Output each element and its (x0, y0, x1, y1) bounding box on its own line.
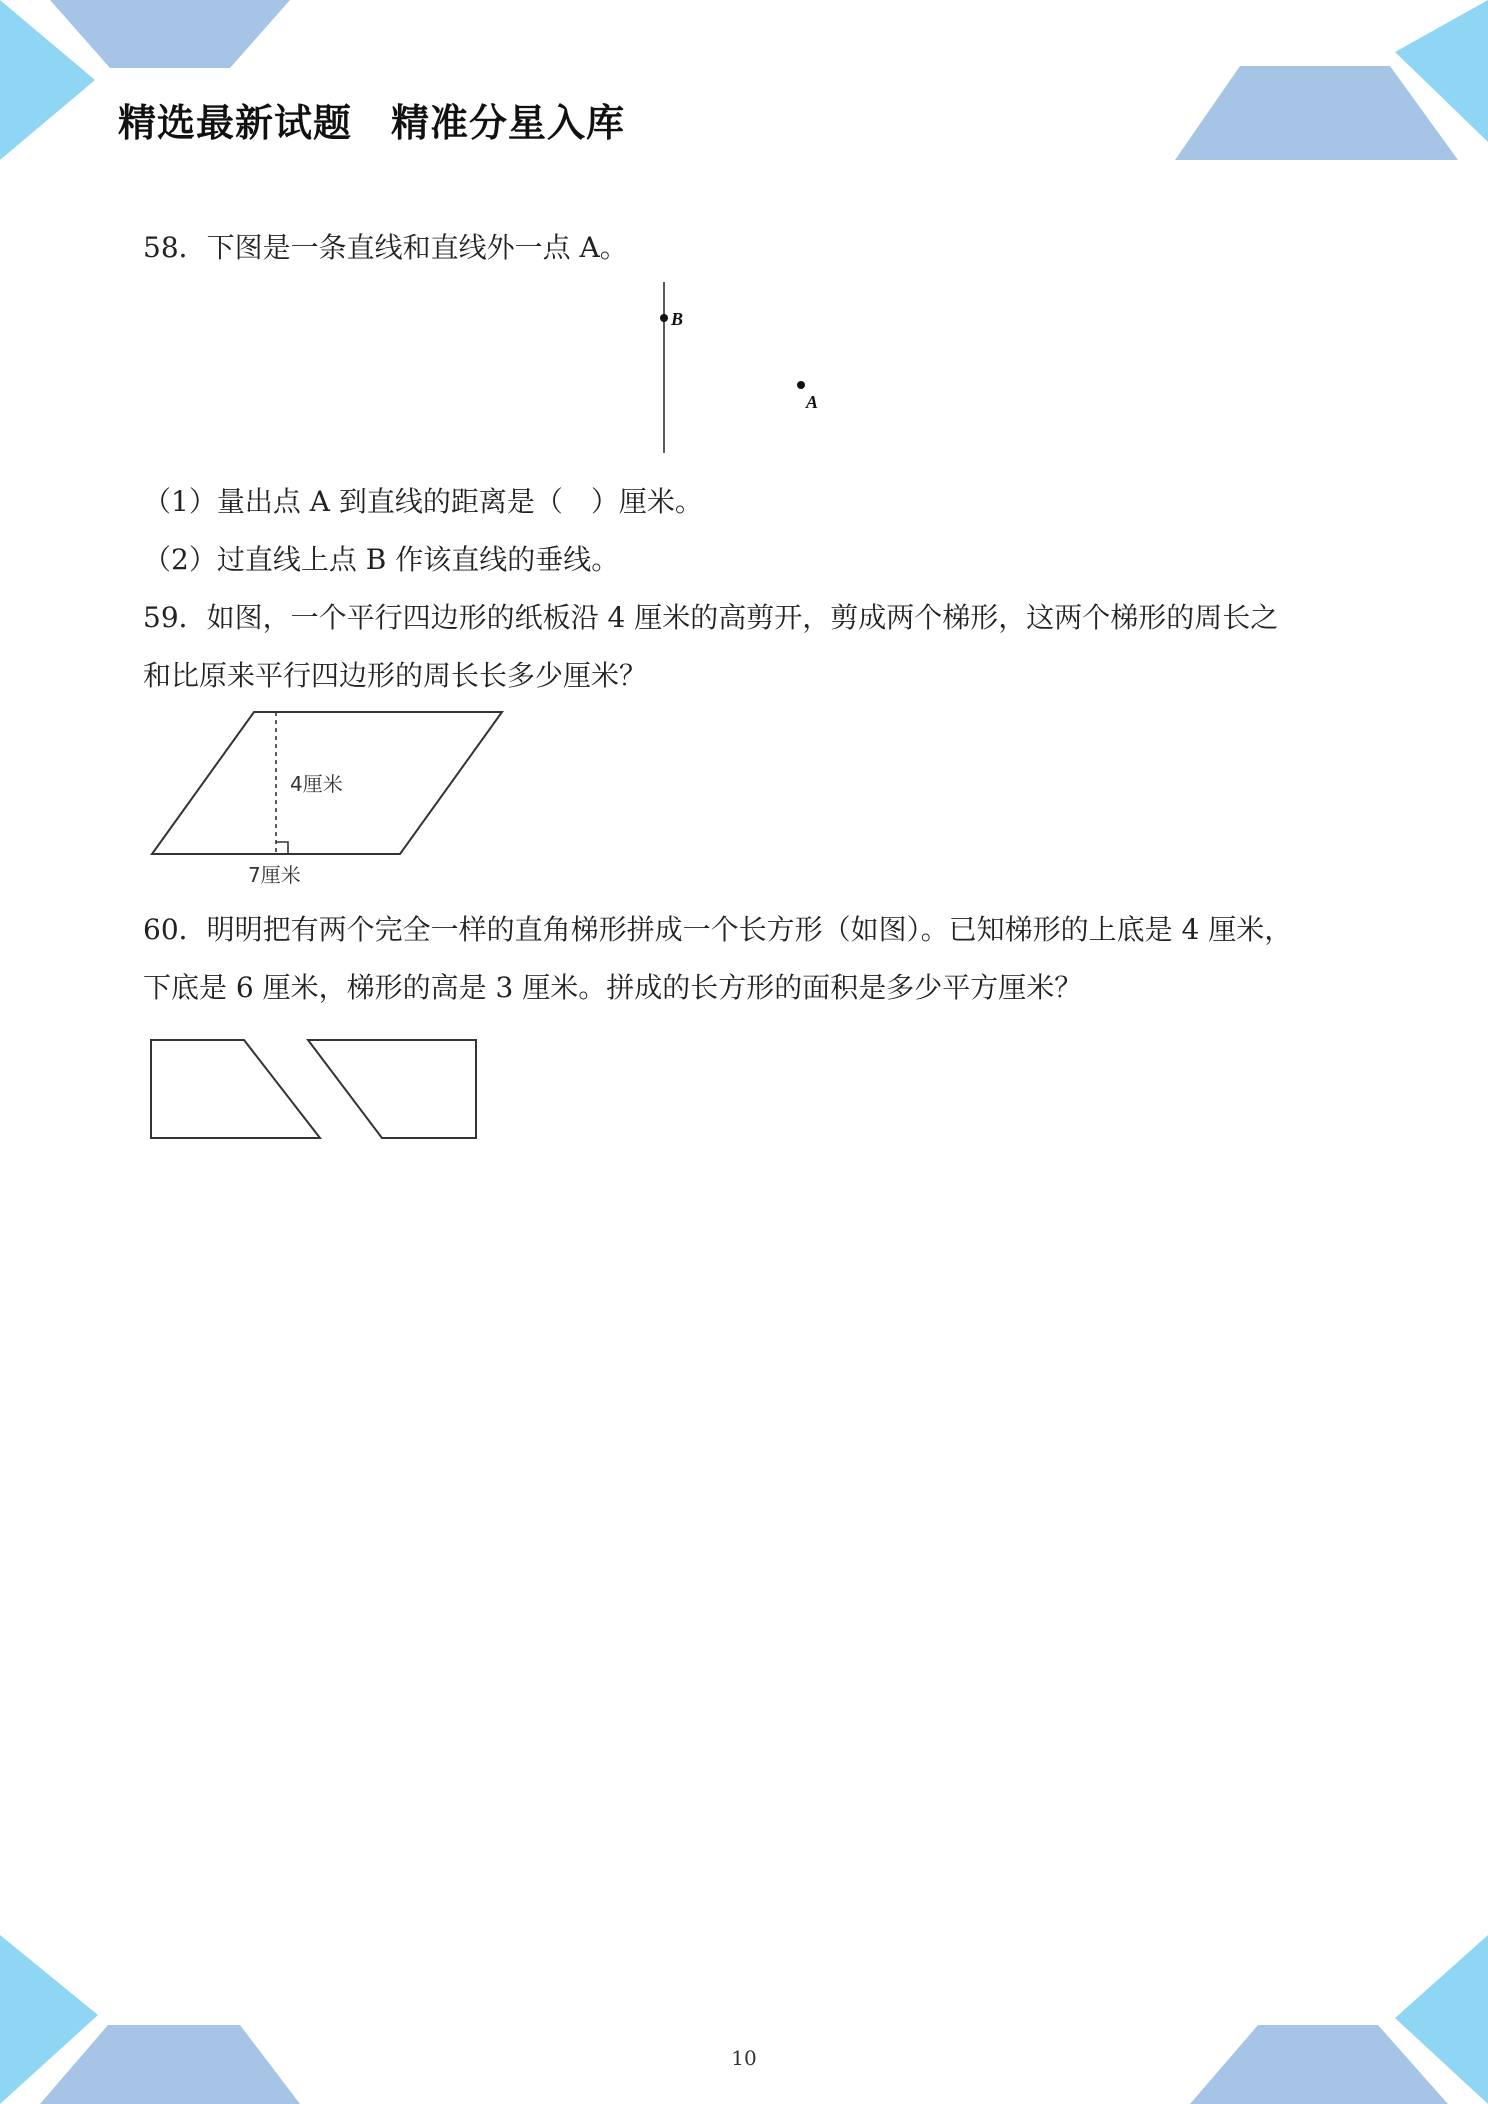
q60-stem-line1: 60．明明把有两个完全一样的直角梯形拼成一个长方形（如图）。已知梯形的上底是 4 厘米， (143, 913, 1293, 946)
q58-stem: 58．下图是一条直线和直线外一点 A。 (143, 231, 628, 264)
q60-trapezoid-right (308, 1040, 476, 1138)
q60-trapezoid-left (151, 1040, 320, 1138)
q59-base-label: 7厘米 (248, 863, 301, 887)
q58-part1: （1）量出点 A 到直线的距离是（ ）厘米。 (143, 485, 703, 518)
header-title: 精选最新试题 精准分星入库 (118, 101, 626, 145)
q59-height-label: 4厘米 (290, 772, 343, 796)
q60-stem-line2: 下底是 6 厘米，梯形的高是 3 厘米。拼成的长方形的面积是多少平方厘米？ (143, 971, 1083, 1004)
q59-stem-line1: 59．如图，一个平行四边形的纸板沿 4 厘米的高剪开，剪成两个梯形，这两个梯形的周长之 (143, 601, 1279, 634)
q58-part2: （2）过直线上点 B 作该直线的垂线。 (143, 543, 620, 576)
q59-stem-line2: 和比原来平行四边形的周长长多少厘米？ (143, 659, 648, 692)
q58-label-b: B (671, 309, 684, 329)
q58-label-a: A (806, 392, 819, 412)
page-number: 10 (731, 2046, 757, 2070)
